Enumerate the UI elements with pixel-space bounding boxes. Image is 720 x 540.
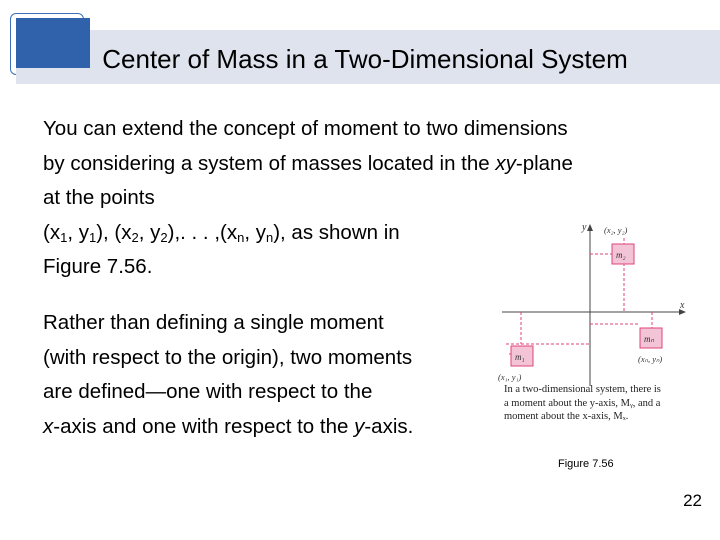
- pt-sub: n: [265, 229, 274, 245]
- pt-text: ), (x: [96, 220, 132, 244]
- para2-line1: Rather than defining a single moment: [43, 311, 384, 334]
- y-axis-label: y: [582, 222, 587, 233]
- figure-caption: [504, 383, 694, 424]
- mass-2-label: m₂: [616, 250, 626, 260]
- caption-line2: a moment about the y-axis, Mᵧ, and a: [504, 397, 661, 409]
- para1-line1: You can extend the concept of moment to two dimensions: [43, 117, 568, 140]
- mass-1-label: m₁: [515, 352, 525, 362]
- pt-text: , y: [67, 220, 89, 244]
- pt-text: , y: [138, 220, 161, 244]
- para2-line4: [43, 410, 493, 445]
- y-italic: y: [354, 414, 365, 438]
- pt-sub: 1: [88, 229, 97, 245]
- pt-sub: 2: [160, 229, 168, 245]
- pt-text: , y: [244, 220, 266, 244]
- point-1-label: (x₁, y₁): [498, 372, 522, 382]
- pt-sub: 1: [60, 229, 68, 245]
- page-number: 22: [683, 491, 702, 510]
- mass-system-diagram: [494, 216, 690, 386]
- pt-text: (x: [43, 220, 61, 244]
- para2-line4-d: -axis.: [364, 414, 414, 438]
- y-axis-arrow-icon: [587, 224, 593, 231]
- point-n-label: (xₙ, yₙ): [638, 354, 663, 364]
- pt-sub: n: [237, 229, 245, 245]
- x-axis-label: x: [680, 300, 685, 311]
- para2-line3: are defined—one with respect to the: [43, 380, 373, 403]
- figure-label: Figure 7.56: [558, 458, 614, 470]
- para1-line2: [43, 147, 683, 182]
- pt-sub: 2: [131, 229, 139, 245]
- caption-line1: In a two-dimensional system, there is: [504, 384, 661, 395]
- pt-text: ), as shown in: [273, 220, 400, 244]
- para2-line4-b: -axis and one with respect to the: [53, 414, 355, 438]
- point-2-label: (x₂, y₂): [604, 225, 628, 235]
- para1-line2-pre: by considering a system of masses located in the: [43, 151, 496, 175]
- xy-italic: xy: [495, 151, 516, 175]
- paragraph-moments: [43, 306, 493, 444]
- slide-title: Center of Mass in a Two-Dimensional System: [102, 44, 628, 74]
- para2-line2: (with respect to the origin), two moments: [43, 345, 413, 369]
- x-italic: x: [43, 414, 54, 438]
- para1-line3: at the points: [43, 186, 155, 209]
- mass-n-label: mₙ: [644, 334, 655, 344]
- para1-line2-post: -plane: [515, 151, 573, 175]
- caption-line3: moment about the x-axis, Mₓ.: [504, 411, 629, 422]
- pt-text: ),. . . ,(x: [167, 220, 238, 244]
- para1-line5: Figure 7.56.: [43, 255, 153, 278]
